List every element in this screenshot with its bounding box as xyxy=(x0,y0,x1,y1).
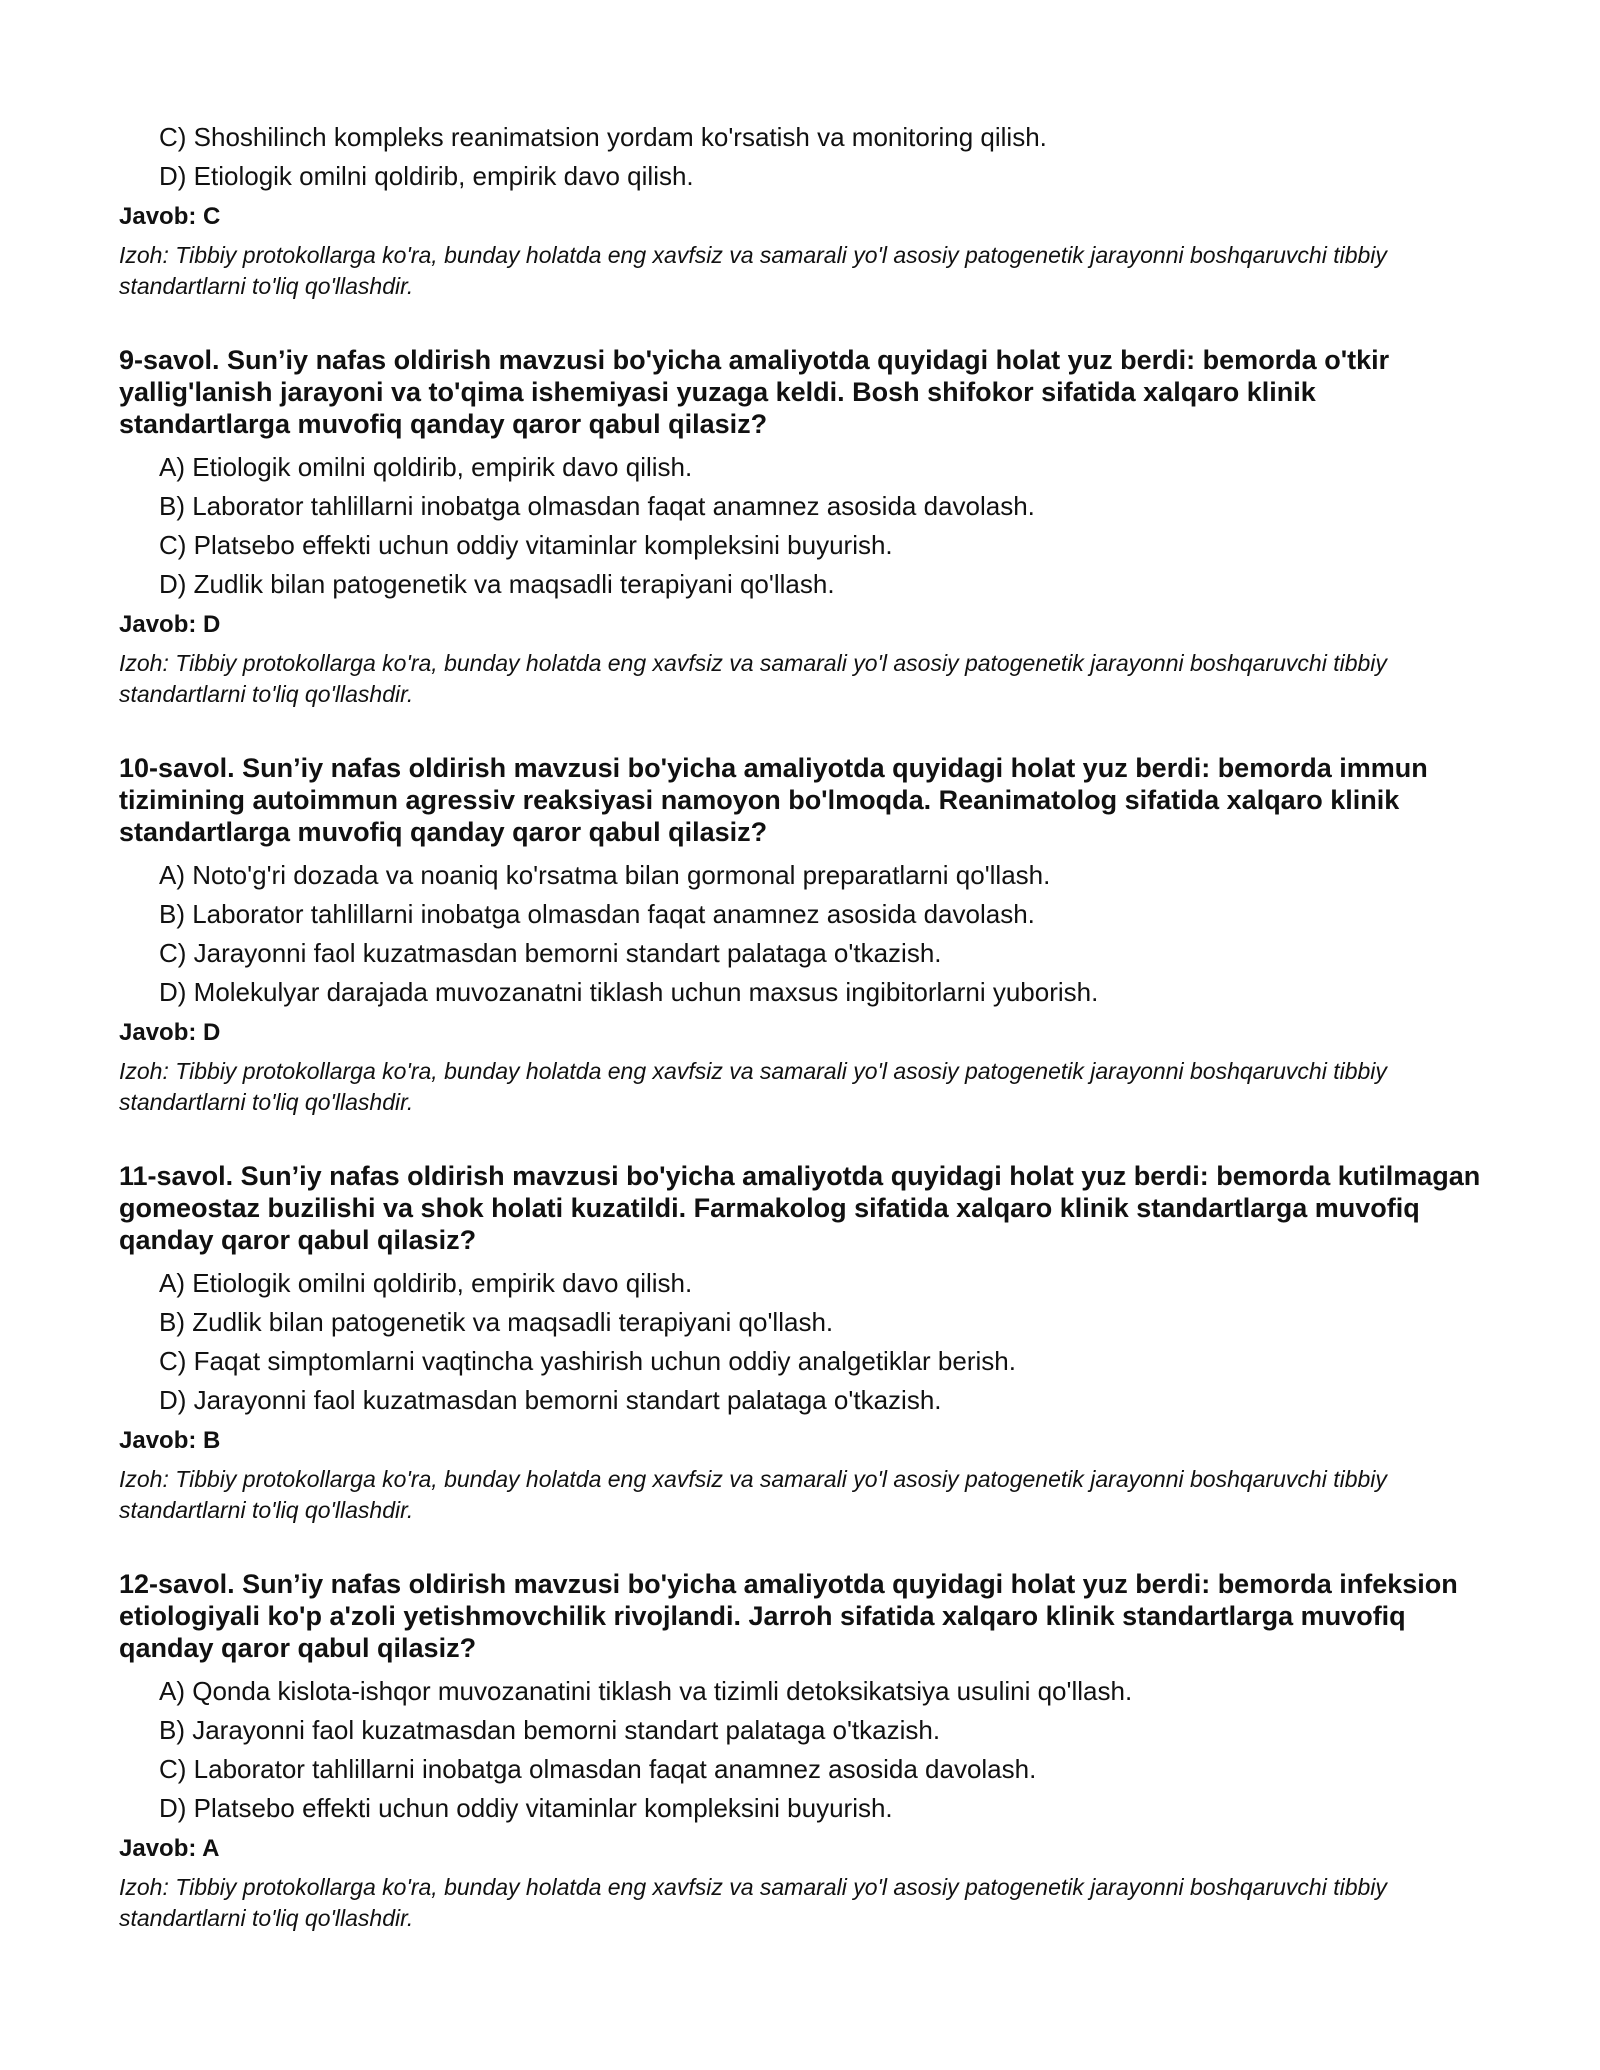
question-text: 9-savol. Sun’iy nafas oldirish mavzusi bo'yicha amaliyotda quyidagi holat yuz berdi: bemorda o'tkir yallig'lanish jarayoni va to'qima ishemiyasi yuzaga keldi. Bosh shifokor sifatida xalqaro klinik standartlarga muvofiq qanday qaror qabul qilasiz? xyxy=(119,345,1390,439)
option-b: B) Laborator tahlillarni inobatga olmasdan faqat anamnez asosida davolash. xyxy=(159,899,1035,929)
document-page xyxy=(119,118,1489,1934)
answer-label: Javob: B xyxy=(119,1427,221,1454)
option-c: C) Shoshilinch kompleks reanimatsion yordam ko'rsatish va monitoring qilish. xyxy=(159,122,1047,152)
question-continuation xyxy=(119,118,1489,302)
option-a: A) Etiologik omilni qoldirib, empirik davo qilish. xyxy=(159,452,693,482)
option-d: D) Zudlik bilan patogenetik va maqsadli terapiyani qo'llash. xyxy=(159,569,835,599)
option-d: D) Etiologik omilni qoldirib, empirik davo qilish. xyxy=(159,161,694,191)
option-a: A) Etiologik omilni qoldirib, empirik davo qilish. xyxy=(159,1268,693,1298)
question-12 xyxy=(119,1568,1489,1934)
answer-label: Javob: D xyxy=(119,1019,221,1046)
option-b: B) Laborator tahlillarni inobatga olmasdan faqat anamnez asosida davolash. xyxy=(159,491,1035,521)
option-c: C) Jarayonni faol kuzatmasdan bemorni standart palataga o'tkazish. xyxy=(159,938,942,968)
answer-label: Javob: C xyxy=(119,203,221,230)
explanation-note: Izoh: Tibbiy protokollarga ko'ra, bunday holatda eng xavfsiz va samarali yo'l asosiy patogenetik jarayonni boshqaruvchi tibbiy standartlarni to'liq qo'llashdir. xyxy=(119,1874,1387,1931)
question-9 xyxy=(119,344,1489,710)
option-d: D) Jarayonni faol kuzatmasdan bemorni standart palataga o'tkazish. xyxy=(159,1385,942,1415)
question-text: 10-savol. Sun’iy nafas oldirish mavzusi bo'yicha amaliyotda quyidagi holat yuz berdi: bemorda immun tizimining autoimmun agressiv reaksiyasi namoyon bo'lmoqda. Reanimatolog sifatida xalqaro klinik standartlarga muvofiq qanday qaror qabul qilasiz? xyxy=(119,753,1428,847)
option-a: A) Noto'g'ri dozada va noaniq ko'rsatma bilan gormonal preparatlarni qo'llash. xyxy=(159,860,1051,890)
explanation-note: Izoh: Tibbiy protokollarga ko'ra, bunday holatda eng xavfsiz va samarali yo'l asosiy patogenetik jarayonni boshqaruvchi tibbiy standartlarni to'liq qo'llashdir. xyxy=(119,242,1387,299)
option-c: C) Laborator tahlillarni inobatga olmasdan faqat anamnez asosida davolash. xyxy=(159,1754,1037,1784)
option-a: A) Qonda kislota-ishqor muvozanatini tiklash va tizimli detoksikatsiya usulini qo'llash. xyxy=(159,1676,1133,1706)
option-b: B) Jarayonni faol kuzatmasdan bemorni standart palataga o'tkazish. xyxy=(159,1715,941,1745)
answer-label: Javob: D xyxy=(119,611,221,638)
explanation-note: Izoh: Tibbiy protokollarga ko'ra, bunday holatda eng xavfsiz va samarali yo'l asosiy patogenetik jarayonni boshqaruvchi tibbiy standartlarni to'liq qo'llashdir. xyxy=(119,1058,1387,1115)
question-text: 12-savol. Sun’iy nafas oldirish mavzusi bo'yicha amaliyotda quyidagi holat yuz berdi: bemorda infeksion etiologiyali ko'p a'zoli yetishmovchilik rivojlandi. Jarroh sifatida xalqaro klinik standartlarga muvofiq qanday qaror qabul qilasiz? xyxy=(119,1569,1458,1663)
option-b: B) Zudlik bilan patogenetik va maqsadli terapiyani qo'llash. xyxy=(159,1307,834,1337)
option-d: D) Platsebo effekti uchun oddiy vitaminlar kompleksini buyurish. xyxy=(159,1793,893,1823)
option-c: C) Faqat simptomlarni vaqtincha yashirish uchun oddiy analgetiklar berish. xyxy=(159,1346,1016,1376)
question-11 xyxy=(119,1160,1489,1526)
answer-label: Javob: A xyxy=(119,1835,220,1862)
option-c: C) Platsebo effekti uchun oddiy vitaminlar kompleksini buyurish. xyxy=(159,530,893,560)
question-10 xyxy=(119,752,1489,1118)
option-d: D) Molekulyar darajada muvozanatni tiklash uchun maxsus ingibitorlarni yuborish. xyxy=(159,977,1099,1007)
explanation-note: Izoh: Tibbiy protokollarga ko'ra, bunday holatda eng xavfsiz va samarali yo'l asosiy patogenetik jarayonni boshqaruvchi tibbiy standartlarni to'liq qo'llashdir. xyxy=(119,650,1387,707)
question-text: 11-savol. Sun’iy nafas oldirish mavzusi bo'yicha amaliyotda quyidagi holat yuz berdi: bemorda kutilmagan gomeostaz buzilishi va shok holati kuzatildi. Farmakolog sifatida xalqaro klinik standartlarga muvofiq qanday qaror qabul qilasiz? xyxy=(119,1161,1481,1255)
explanation-note: Izoh: Tibbiy protokollarga ko'ra, bunday holatda eng xavfsiz va samarali yo'l asosiy patogenetik jarayonni boshqaruvchi tibbiy standartlarni to'liq qo'llashdir. xyxy=(119,1466,1387,1523)
